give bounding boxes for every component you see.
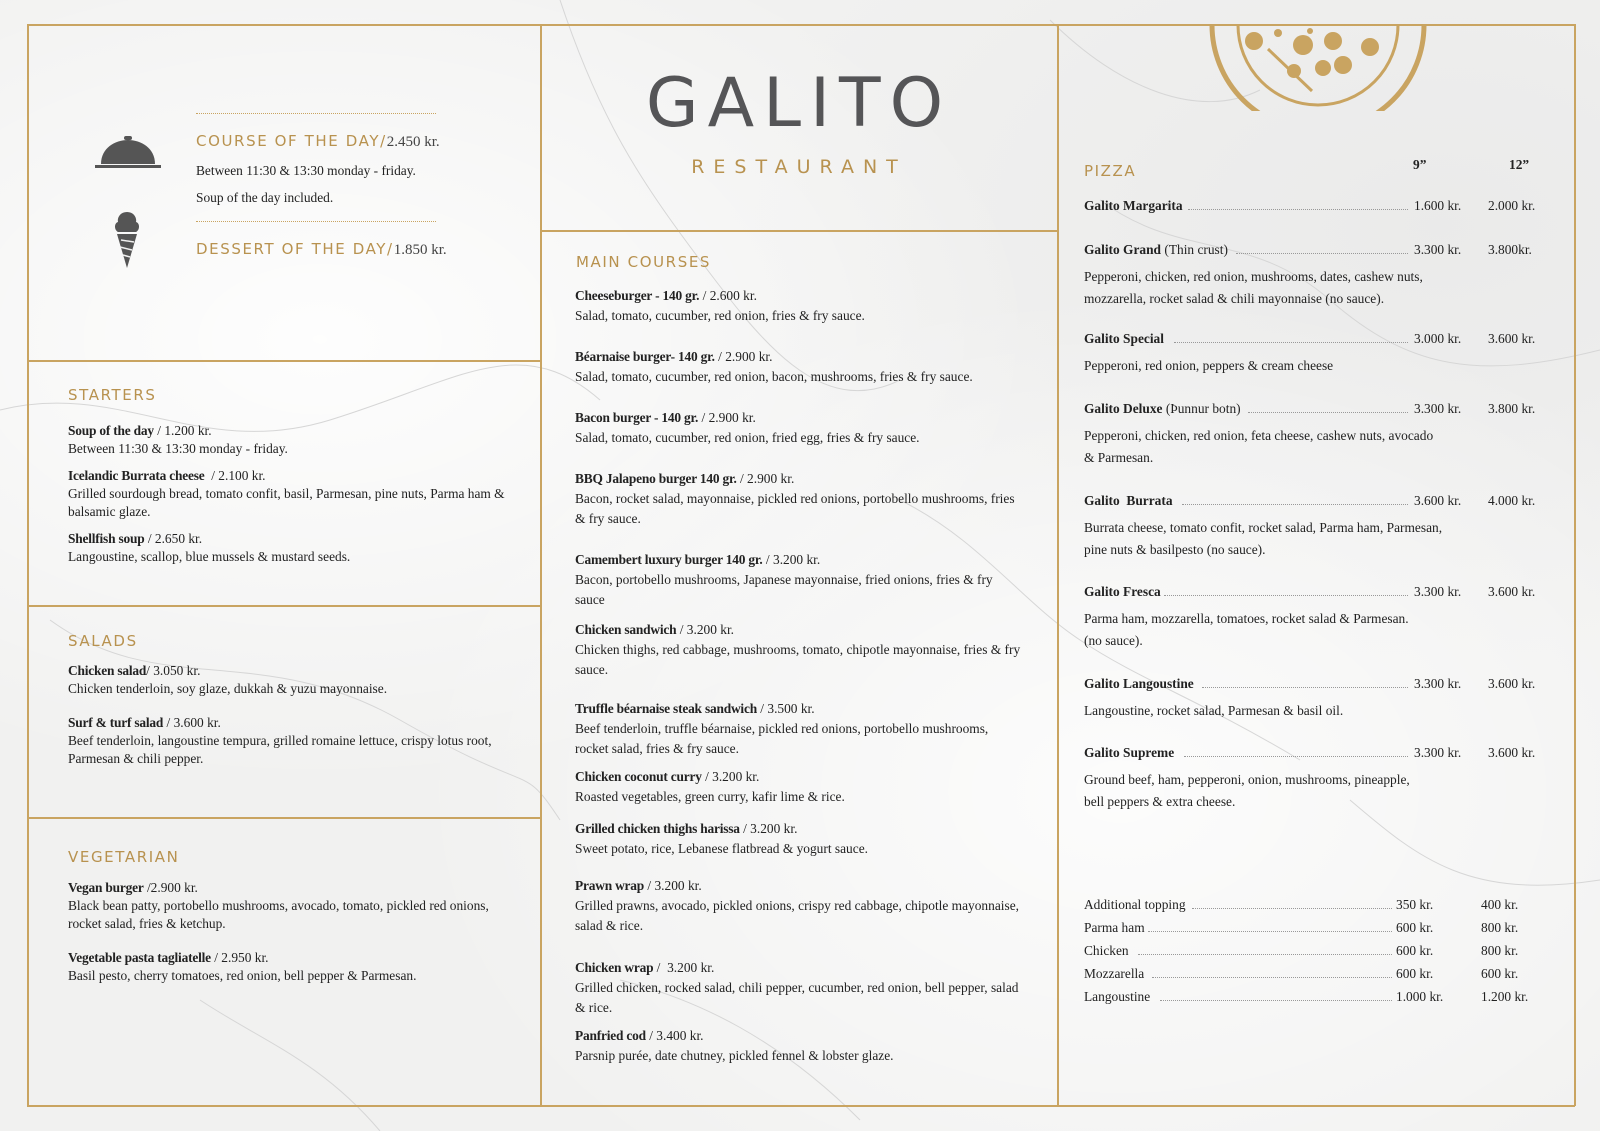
- pizza-item: [1084, 331, 1544, 391]
- topping-name: Chicken: [1084, 943, 1129, 958]
- left-divider-1: [27, 360, 541, 362]
- item-price: / 2.650 kr.: [144, 531, 203, 546]
- main-courses-title: MAIN COURSES: [576, 253, 712, 271]
- topping-name: Additional topping: [1084, 897, 1186, 912]
- item-price: / 3.200 kr.: [701, 769, 760, 784]
- list-item: [68, 949, 508, 985]
- topping-dots: [1152, 977, 1392, 978]
- list-item: [68, 530, 508, 566]
- topping-name: Mozzarella: [1084, 966, 1145, 981]
- course-price: 2.450 kr.: [386, 134, 440, 150]
- topping-dots: [1160, 1000, 1392, 1001]
- topping-dots: [1192, 908, 1392, 909]
- pizza-dots: [1164, 595, 1408, 596]
- item-desc: Salad, tomato, cucumber, red onion, bacon, mushrooms, fries & fry sauce.: [575, 369, 973, 384]
- item-desc: Grilled chicken, rocked salad, chili pepper, cucumber, red onion, bell pepper, salad & rice.: [575, 980, 1019, 1015]
- item-desc: Bacon, rocket salad, mayonnaise, pickled red onions, portobello mushrooms, fries & fry sauce.: [575, 491, 1015, 526]
- item-price: / 3.050 kr.: [146, 663, 201, 678]
- item-price: / 3.200 kr.: [762, 552, 821, 567]
- item-name: BBQ Jalapeno burger 140 gr.: [575, 471, 737, 486]
- course-title: [196, 132, 440, 151]
- pizza-dots: [1174, 342, 1408, 343]
- topping-row: [1084, 920, 1554, 940]
- item-desc: Salad, tomato, cucumber, red onion, fries & fry sauce.: [575, 308, 865, 323]
- pizza-desc: Parma ham, mozzarella, tomatoes, rocket salad & Parmesan. (no sauce).: [1084, 611, 1409, 648]
- price-12: 3.600 kr.: [1488, 584, 1536, 599]
- price-9: 3.300 kr.: [1414, 676, 1462, 691]
- dessert-title: [196, 240, 447, 259]
- item-price: / 3.400 kr.: [645, 1028, 704, 1043]
- item-desc: Grilled prawns, avocado, pickled onions, crispy red cabbage, chipotle mayonnaise, salad & rice.: [575, 898, 1019, 933]
- size-12-label: 12”: [1509, 157, 1530, 172]
- pizza-desc: Langoustine, rocket salad, Parmesan & basil oil.: [1084, 703, 1344, 718]
- item-desc: Sweet potato, rice, Lebanese flatbread & yogurt sauce.: [575, 841, 868, 856]
- list-item: [68, 422, 508, 458]
- topping-price-12: 1.200 kr.: [1481, 989, 1529, 1004]
- list-item: [575, 958, 1025, 1018]
- item-desc: Roasted vegetables, green curry, kafir lime & rice.: [575, 789, 845, 804]
- main-courses-list: [575, 286, 1025, 1066]
- item-name: Bacon burger - 140 gr.: [575, 410, 699, 425]
- pizza-name: Galito Grand: [1084, 242, 1162, 257]
- pizza-title: PIZZA: [1084, 162, 1137, 180]
- pizza-item: [1084, 745, 1544, 815]
- item-name: Chicken sandwich: [575, 622, 677, 637]
- size-9-label: 9”: [1413, 157, 1427, 172]
- list-item: [575, 876, 1025, 936]
- pizza-name: Galito Special: [1084, 331, 1164, 346]
- item-name: Vegetable pasta tagliatelle: [68, 950, 211, 965]
- topping-price-12: 600 kr.: [1481, 966, 1519, 981]
- topping-name: Langoustine: [1084, 989, 1151, 1004]
- list-item: [68, 467, 508, 521]
- brand-subtitle: RESTAURANT: [691, 156, 907, 178]
- topping-name: Parma ham: [1084, 920, 1145, 935]
- price-12: 4.000 kr.: [1488, 493, 1536, 508]
- item-desc: Beef tenderloin, truffle béarnaise, pickled red onions, portobello mushrooms, rocket salad, fries & fry sauce.: [575, 721, 989, 756]
- left-divider-3: [27, 817, 541, 819]
- list-item: [68, 879, 508, 933]
- topping-price-9: 600 kr.: [1396, 920, 1434, 935]
- pizza-desc: Pepperoni, red onion, peppers & cream cheese: [1084, 358, 1334, 373]
- item-desc: Grilled sourdough bread, tomato confit, basil, Parmesan, pine nuts, Parma ham & balsamic glaze.: [68, 486, 505, 519]
- pizza-name: Galito Deluxe: [1084, 401, 1163, 416]
- vegetarian-title: VEGETARIAN: [68, 848, 180, 866]
- topping-row: [1084, 943, 1554, 963]
- item-name: Grilled chicken thighs harissa: [575, 821, 740, 836]
- salads-list: [68, 662, 508, 768]
- pizza-item: [1084, 676, 1544, 726]
- list-item: [575, 699, 1025, 759]
- item-name: Prawn wrap: [575, 878, 645, 893]
- center-divider: [541, 230, 1058, 232]
- item-desc: Black bean patty, portobello mushrooms, avocado, tomato, pickled red onions, rocket salad, fries & ketchup.: [68, 898, 489, 931]
- pizza-dots: [1182, 504, 1408, 505]
- col-divider-2: [1057, 24, 1059, 1106]
- item-name: Truffle béarnaise steak sandwich: [575, 701, 757, 716]
- pizza-dots: [1184, 756, 1408, 757]
- brand-logo: GALITO: [645, 64, 953, 143]
- price-9: 3.300 kr.: [1414, 401, 1462, 416]
- item-price: / 2.900 kr.: [736, 471, 795, 486]
- list-item: [575, 408, 1025, 448]
- item-desc: Langoustine, scallop, blue mussels & mustard seeds.: [68, 549, 351, 564]
- topping-row: [1084, 966, 1554, 986]
- item-desc: Between 11:30 & 13:30 monday - friday.: [68, 441, 288, 456]
- pizza-name: Galito Langoustine: [1084, 676, 1194, 691]
- pizza-desc: Pepperoni, chicken, red onion, feta cheese, cashew nuts, avocado & Parmesan.: [1084, 428, 1434, 465]
- item-name: Chicken wrap: [575, 960, 654, 975]
- item-name: Surf & turf salad: [68, 715, 164, 730]
- list-item: [575, 819, 1025, 859]
- topping-price-9: 600 kr.: [1396, 966, 1434, 981]
- course-line-1: Between 11:30 & 13:30 monday - friday.: [196, 163, 416, 178]
- price-9: 3.600 kr.: [1414, 493, 1462, 508]
- left-divider-2: [27, 605, 541, 607]
- course-label: COURSE OF THE DAY/: [196, 132, 387, 150]
- starters-list: [68, 422, 508, 566]
- list-item: [575, 550, 1025, 610]
- dotted-rule-1: [196, 113, 436, 114]
- frame-left: [27, 24, 29, 1106]
- price-12: 3.600 kr.: [1488, 331, 1536, 346]
- item-price: / 3.600 kr.: [163, 715, 221, 730]
- topping-row: [1084, 897, 1554, 917]
- topping-dots: [1148, 931, 1392, 932]
- item-desc: Salad, tomato, cucumber, red onion, fried egg, fries & fry sauce.: [575, 430, 920, 445]
- col-divider-1: [540, 24, 542, 1106]
- topping-price-12: 800 kr.: [1481, 920, 1519, 935]
- pizza-desc: Pepperoni, chicken, red onion, mushrooms, dates, cashew nuts, mozzarella, rocket salad & chili mayonnaise (no sauce).: [1084, 269, 1423, 306]
- price-9: 3.000 kr.: [1414, 331, 1462, 346]
- pizza-item: [1084, 584, 1544, 654]
- item-name: Chicken coconut curry: [575, 769, 702, 784]
- item-name: Icelandic Burrata cheese: [68, 468, 205, 483]
- price-9: 1.600 kr.: [1414, 198, 1462, 213]
- list-item: [68, 662, 508, 698]
- item-name: Soup of the day: [68, 423, 154, 438]
- item-price: / 3.500 kr.: [756, 701, 815, 716]
- pizza-note: (Þunnur botn): [1162, 401, 1241, 416]
- list-item: [575, 620, 1025, 680]
- topping-price-12: 400 kr.: [1481, 897, 1519, 912]
- pizza-name: Galito Burrata: [1084, 493, 1173, 508]
- price-12: 3.600 kr.: [1488, 745, 1536, 760]
- vegetarian-list: [68, 879, 508, 985]
- item-desc: Bacon, portobello mushrooms, Japanese mayonnaise, fried onions, fries & fry sauce: [575, 572, 993, 607]
- pizza-icon: [1208, 25, 1428, 111]
- topping-price-12: 800 kr.: [1481, 943, 1519, 958]
- pizza-name: Galito Fresca: [1084, 584, 1161, 599]
- frame-bottom: [27, 1105, 1575, 1107]
- item-price: / 2.600 kr.: [699, 288, 757, 303]
- price-12: 3.600 kr.: [1488, 676, 1536, 691]
- pizza-dots: [1188, 209, 1408, 210]
- pizza-dots: [1202, 687, 1408, 688]
- list-item: [575, 286, 1025, 326]
- price-9: 3.300 kr.: [1414, 745, 1462, 760]
- item-name: Vegan burger: [68, 880, 144, 895]
- pizza-item: [1084, 242, 1544, 322]
- list-item: [575, 1026, 1025, 1066]
- item-price: /2.900 kr.: [143, 880, 198, 895]
- cloche-icon: [93, 134, 163, 172]
- topping-dots: [1138, 954, 1392, 955]
- item-name: Panfried cod: [575, 1028, 646, 1043]
- item-price: / 2.900 kr.: [698, 410, 756, 425]
- pizza-dots: [1248, 412, 1408, 413]
- item-price: / 2.950 kr.: [210, 950, 269, 965]
- pizza-dots: [1236, 253, 1408, 254]
- item-desc: Chicken thighs, red cabbage, mushrooms, tomato, chipotle mayonnaise, fries & fry sauce.: [575, 642, 1021, 677]
- pizza-name: Galito Margarita: [1084, 198, 1183, 213]
- frame-right: [1574, 24, 1576, 1106]
- item-price: / 1.200 kr.: [153, 423, 212, 438]
- ice-cream-cone-icon: [112, 210, 142, 270]
- dessert-price: 1.850 kr.: [393, 242, 447, 258]
- item-name: Chicken salad: [68, 663, 147, 678]
- item-price: / 3.200 kr.: [676, 622, 735, 637]
- item-name: Cheeseburger - 140 gr.: [575, 288, 700, 303]
- item-desc: Basil pesto, cherry tomatoes, red onion, bell pepper & Parmesan.: [68, 968, 417, 983]
- starters-title: STARTERS: [68, 386, 157, 404]
- topping-price-9: 600 kr.: [1396, 943, 1434, 958]
- price-12: 3.800kr.: [1488, 242, 1532, 257]
- item-name: Béarnaise burger- 140 gr.: [575, 349, 715, 364]
- topping-price-9: 1.000 kr.: [1396, 989, 1444, 1004]
- dotted-rule-2: [196, 221, 436, 222]
- price-12: 2.000 kr.: [1488, 198, 1536, 213]
- salads-title: SALADS: [68, 632, 138, 650]
- topping-price-9: 350 kr.: [1396, 897, 1434, 912]
- item-name: Shellfish soup: [68, 531, 145, 546]
- item-desc: Chicken tenderloin, soy glaze, dukkah & yuzu mayonnaise.: [68, 681, 388, 696]
- list-item: [575, 767, 1025, 807]
- pizza-note: (Thin crust): [1161, 242, 1228, 257]
- dessert-label: DESSERT OF THE DAY/: [196, 240, 394, 258]
- item-price: / 2.900 kr.: [714, 349, 773, 364]
- price-9: 3.300 kr.: [1414, 584, 1462, 599]
- item-name: Camembert luxury burger 140 gr.: [575, 552, 763, 567]
- item-price: / 3.200 kr.: [739, 821, 798, 836]
- item-desc: Parsnip purée, date chutney, pickled fennel & lobster glaze.: [575, 1048, 894, 1063]
- list-item: [575, 469, 1025, 529]
- pizza-item: [1084, 198, 1544, 238]
- price-12: 3.800 kr.: [1488, 401, 1536, 416]
- item-desc: Beef tenderloin, langoustine tempura, grilled romaine lettuce, crispy lotus root, Parmesan & chili pepper.: [68, 733, 492, 766]
- topping-row: [1084, 989, 1554, 1009]
- pizza-desc: Ground beef, ham, pepperoni, onion, mushrooms, pineapple, bell peppers & extra cheese.: [1084, 772, 1410, 809]
- pizza-item: [1084, 401, 1544, 471]
- list-item: [575, 347, 1025, 387]
- pizza-desc: Burrata cheese, tomato confit, rocket salad, Parma ham, Parmesan, pine nuts & basilpesto (no sauce).: [1084, 520, 1443, 557]
- course-line-2: Soup of the day included.: [196, 190, 334, 205]
- list-item: [68, 714, 508, 768]
- item-price: / 3.200 kr.: [644, 878, 702, 893]
- pizza-name: Galito Supreme: [1084, 745, 1175, 760]
- price-9: 3.300 kr.: [1414, 242, 1462, 257]
- item-price: / 2.100 kr.: [204, 468, 266, 483]
- pizza-item: [1084, 493, 1544, 563]
- item-price: / 3.200 kr.: [653, 960, 715, 975]
